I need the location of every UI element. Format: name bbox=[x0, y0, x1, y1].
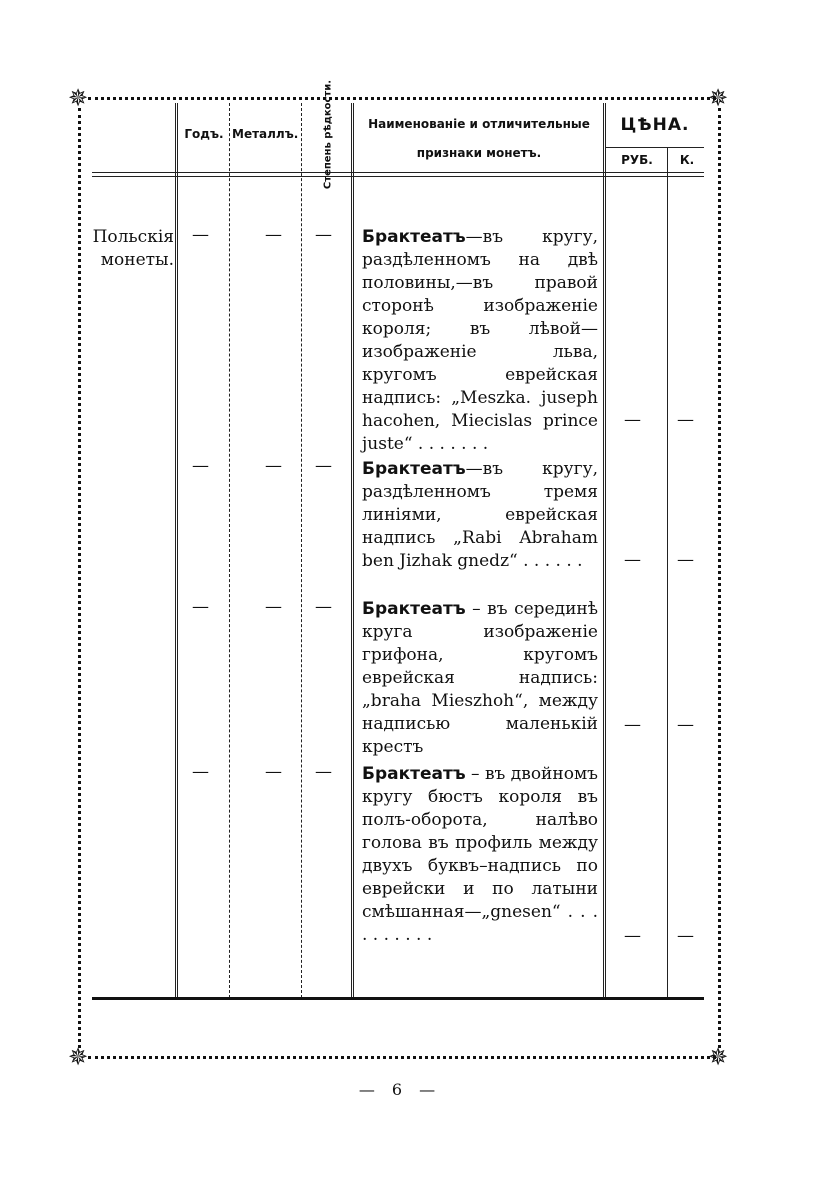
header-year: Годъ. bbox=[184, 127, 224, 141]
coin-entry-text: – въ двойномъ кругу бюстъ короля въ полъ-оборота, налѣво голова въ профиль между двухъ буквъ–надпись по еврейски и по латыни смѣшанная—„gnesen“ . . . . . . . . . . bbox=[362, 764, 598, 945]
coin-entry bbox=[362, 226, 598, 456]
rarity-dash: — bbox=[315, 597, 332, 617]
metal-dash: — bbox=[265, 762, 282, 782]
corner-ornament-icon: ✵ bbox=[707, 1043, 729, 1071]
header-rub: РУБ. bbox=[621, 153, 653, 167]
price-kop-dash: — bbox=[677, 410, 694, 430]
coin-entry-text: —въ кругу, раздѣленномъ на двѣ половины,—въ правой сторонѣ изображеніе короля; въ лѣвой—изображеніе льва, кругомъ еврейская надпись: „Meszka. juseph hacohen, Miecislas prince juste“ . . . . . . . bbox=[362, 227, 598, 454]
section-label bbox=[90, 226, 174, 272]
coin-entry-title: Брактеатъ bbox=[362, 227, 466, 247]
column-divider bbox=[351, 103, 354, 998]
header-price: ЦѢНА. bbox=[620, 115, 690, 135]
header-name-line2: признаки монетъ. bbox=[416, 146, 542, 160]
coin-entry-title: Брактеатъ bbox=[362, 764, 466, 784]
coin-entry bbox=[362, 598, 598, 759]
metal-dash: — bbox=[265, 456, 282, 476]
header-metal: Металлъ. bbox=[232, 127, 299, 141]
coin-entry-text: —въ кругу, раздѣленномъ тремя линіями, еврейская надпись „Rabi Abraham ben Jizhak gnedz“ . . . . . . bbox=[362, 459, 598, 571]
coin-entry-title: Брактеатъ bbox=[362, 459, 466, 479]
year-dash: — bbox=[192, 762, 209, 782]
section-label-line1: Польскія bbox=[92, 227, 174, 247]
column-divider bbox=[175, 103, 178, 998]
header-kop: К. bbox=[679, 153, 695, 167]
rarity-dash: — bbox=[315, 225, 332, 245]
corner-ornament-icon: ✵ bbox=[707, 84, 729, 112]
header-name-line1: Наименованіе и отличительные bbox=[368, 117, 590, 131]
header-rule bbox=[92, 172, 704, 173]
column-divider bbox=[301, 103, 302, 998]
border-top bbox=[88, 97, 716, 100]
year-dash: — bbox=[192, 597, 209, 617]
price-rub-dash: — bbox=[624, 715, 641, 735]
footer-rule bbox=[92, 997, 704, 1000]
metal-dash: — bbox=[265, 225, 282, 245]
price-kop-dash: — bbox=[677, 926, 694, 946]
year-dash: — bbox=[192, 225, 209, 245]
coin-entry-title: Брактеатъ bbox=[362, 599, 466, 619]
column-divider bbox=[229, 103, 230, 998]
corner-ornament-icon: ✵ bbox=[67, 84, 89, 112]
price-rub-dash: — bbox=[624, 410, 641, 430]
coin-entry bbox=[362, 763, 598, 947]
coin-entry-text: – въ серединѣ круга изображеніе грифона, кругомъ еврейская надпись: „braha Mieszhoh“, между надписью маленькій крестъ bbox=[362, 599, 598, 757]
rarity-dash: — bbox=[315, 456, 332, 476]
price-rub-dash: — bbox=[624, 926, 641, 946]
year-dash: — bbox=[192, 456, 209, 476]
price-rub-dash: — bbox=[624, 550, 641, 570]
price-kop-dash: — bbox=[677, 550, 694, 570]
border-right bbox=[718, 108, 721, 1048]
section-label-line2: монеты. bbox=[100, 250, 174, 270]
price-kop-dash: — bbox=[677, 715, 694, 735]
border-left bbox=[78, 108, 81, 1048]
column-divider bbox=[667, 148, 668, 998]
corner-ornament-icon: ✵ bbox=[67, 1043, 89, 1071]
coin-entry bbox=[362, 458, 598, 573]
header-rarity: Степень рѣдкости. bbox=[322, 79, 334, 190]
price-subrule bbox=[606, 147, 704, 148]
border-bottom bbox=[88, 1056, 716, 1059]
rarity-dash: — bbox=[315, 762, 332, 782]
column-divider bbox=[603, 103, 606, 998]
page-number: — 6 — bbox=[358, 1080, 442, 1099]
header-rule bbox=[92, 176, 704, 177]
metal-dash: — bbox=[265, 597, 282, 617]
